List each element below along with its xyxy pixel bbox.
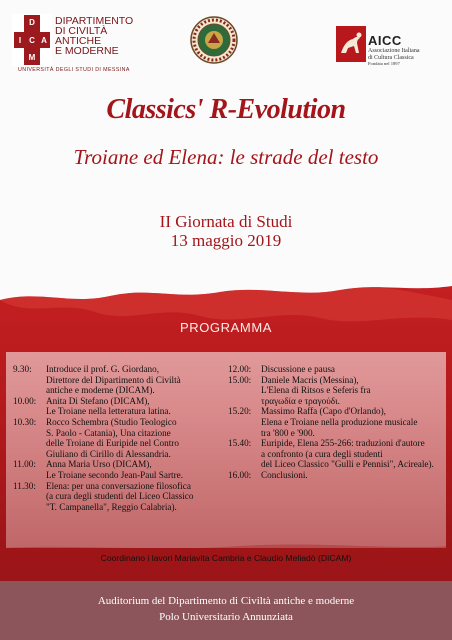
programme-item (228, 364, 448, 375)
dicam-mark-letter: D (29, 18, 35, 27)
programme-time: 11.30: (13, 480, 36, 491)
programme-line: delle Troiane di Euripide nel Contro (46, 438, 179, 449)
dicam-name (55, 16, 145, 56)
programme-description (261, 438, 434, 470)
programme-line: Discussione e pausa (261, 364, 335, 374)
event-title: Classics' R-Evolution (106, 94, 346, 125)
dicam-mark-letter: C (29, 36, 35, 45)
programme-line: S. Paolo - Catania), Una citazione (46, 427, 171, 438)
programme-line: Rocco Schembra (Studio Teologico (46, 416, 177, 427)
university-seal-icon (189, 14, 239, 66)
programme-time: 11.00: (13, 459, 36, 470)
dicam-mark-letter: M (28, 53, 36, 62)
event-edition: II Giornata di Studi (159, 212, 293, 231)
programme-line: a confronto (a cura degli studenti (261, 448, 383, 459)
aicc-name-line: di Cultura Classica (368, 54, 414, 61)
venue-line: Auditorium del Dipartimento di Civiltà antiche e moderne (97, 595, 355, 607)
programme-item (228, 470, 448, 481)
programme-line: Anna Maria Urso (DICAM), (46, 459, 152, 470)
programme-time: 9.30: (13, 364, 32, 374)
programme-item (228, 438, 448, 470)
programme-line: Direttore del Dipartimento di Civiltà (46, 374, 181, 385)
dicam-name-line: DIPARTIMENTO (55, 15, 134, 27)
programme-description (261, 406, 417, 438)
event-date: 13 maggio 2019 (170, 231, 282, 250)
programme-line: Le Troiane nella letteratura latina. (46, 406, 171, 417)
programme-line: "T. Campanella", Reggio Calabria). (46, 501, 177, 512)
programme-line: Euripide, Elena 255-266: traduzioni d'autore (261, 438, 425, 449)
programme-item (13, 417, 227, 459)
dicam-mark-letter: I (18, 36, 22, 45)
programme-line: Anita Di Stefano (DICAM), (46, 395, 150, 406)
aicc-name-line: Associazione Italiana (368, 48, 420, 54)
programme-line: antiche e moderne (DICAM). (46, 385, 155, 396)
coordination-note: Coordinano i lavori Mariavita Cambria e Claudio Meliadò (DICAM) (100, 553, 352, 563)
programme-line: Massimo Raffa (Capo d'Orlando), (261, 406, 386, 417)
programme-line: Giuliano di Cirillo di Alessandria. (46, 448, 171, 459)
programme-time: 15.00: (228, 374, 252, 385)
programme-line: del Liceo Classico "Gulli e Pennisi", Acireale). (261, 459, 434, 470)
programme-line: Introduce il prof. G. Giordano, (46, 364, 160, 374)
programme-description (46, 396, 171, 417)
programme-description (46, 364, 181, 396)
programme-description (46, 417, 179, 459)
programme-item (228, 406, 448, 438)
programme-line: (a cura degli studenti del Liceo Classico (46, 491, 194, 502)
programme-description (261, 375, 371, 407)
dicam-name-line: DI CIVILTÀ (55, 25, 108, 37)
programme-heading: PROGRAMMA (179, 320, 273, 335)
programme-description (261, 364, 335, 375)
aicc-founded: Fondata nel 1897 (368, 61, 400, 66)
programme-line: tra '800 e '900. (261, 427, 315, 438)
programme-item (13, 481, 227, 513)
programme-line: Conclusioni. (261, 469, 308, 480)
programme-time: 10.00: (13, 395, 37, 406)
venue-campus: Polo Universitario Annunziata (159, 611, 293, 623)
programme-line: Elena: per una conversazione filosofica (46, 480, 191, 491)
programme-description (46, 481, 193, 513)
programme-line: τραγωδία e τραγούδι. (261, 395, 340, 406)
aicc-logo-icon (336, 26, 366, 62)
event-subtitle: Troiane ed Elena: le strade del testo (73, 145, 379, 169)
programme-time: 16.00: (228, 469, 252, 480)
programme-item (13, 396, 227, 417)
event-info (0, 212, 452, 250)
dicam-mark-letter: A (41, 36, 47, 45)
dicam-logo-icon (12, 14, 52, 66)
programme-description (261, 470, 308, 481)
dicam-name-line: E MODERNE (55, 45, 119, 57)
programme-time: 15.40: (228, 438, 252, 449)
programme-time: 10.30: (13, 416, 37, 427)
programme-time: 12.00: (228, 364, 252, 374)
programme-item (13, 364, 227, 396)
programme-line: Daniele Macris (Messina), (261, 374, 359, 385)
programme-line: Le Troiane secondo Jean-Paul Sartre. (46, 469, 184, 480)
programme-item (228, 375, 448, 407)
university-name: UNIVERSITÀ DEGLI STUDI DI MESSINA (18, 67, 130, 73)
programme-left-column (13, 364, 227, 512)
programme-time: 15.20: (228, 406, 252, 417)
programme-line: L'Elena di Ritsos e Seferis fra (261, 385, 371, 396)
dicam-name-line: ANTICHE (55, 35, 102, 47)
programme-description (46, 459, 183, 480)
aicc-acronym: AICC (368, 33, 402, 48)
aicc-name (368, 48, 448, 68)
programme-item (13, 459, 227, 480)
programme-line: Elena e Troiane nella produzione musicale (261, 416, 418, 427)
programme-right-column (228, 364, 448, 481)
